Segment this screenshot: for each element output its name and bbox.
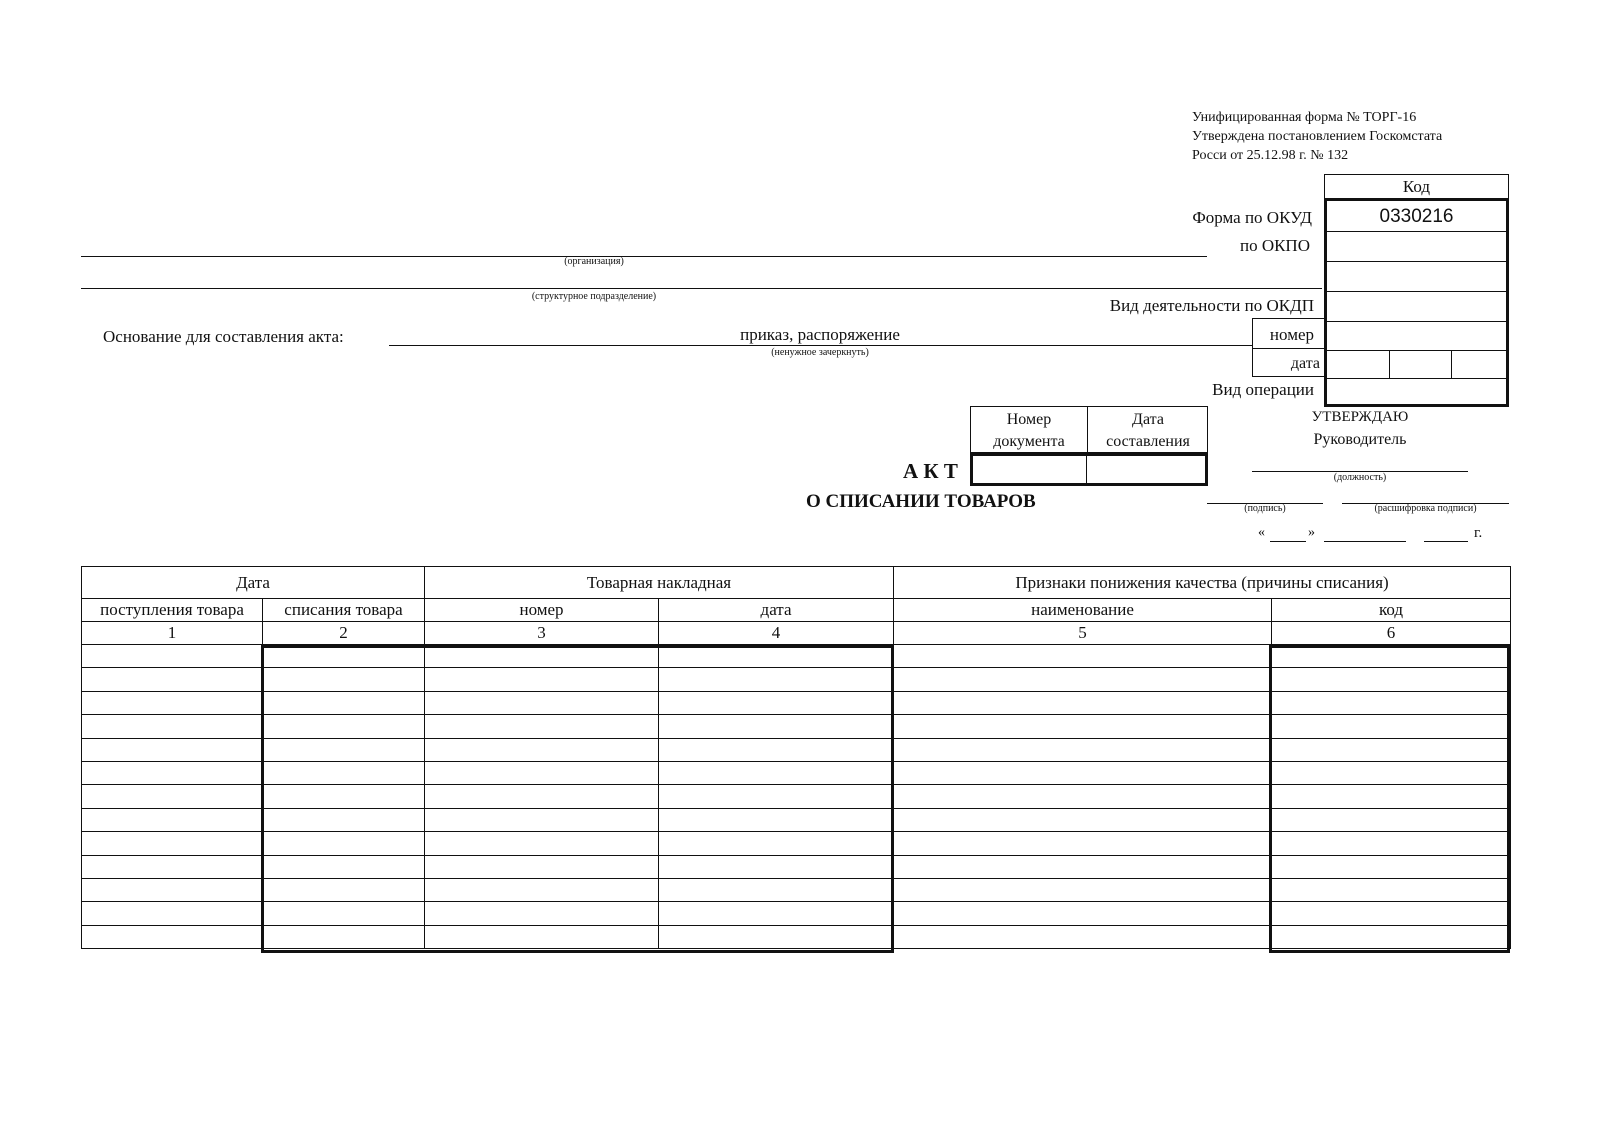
table-cell[interactable] [1272, 902, 1511, 925]
table-row [82, 691, 1511, 714]
table-cell[interactable] [263, 738, 425, 761]
table-cell[interactable] [82, 645, 263, 668]
table-cell[interactable] [425, 902, 659, 925]
table-cell[interactable] [82, 668, 263, 691]
division-field[interactable] [81, 288, 1322, 289]
table-cell[interactable] [659, 691, 894, 714]
table-cell[interactable] [659, 855, 894, 878]
form-approval: Утверждена постановлением Госкомстата [1192, 129, 1443, 144]
table-cell[interactable] [659, 878, 894, 901]
month-field[interactable] [1324, 541, 1406, 542]
col-receipt-date: поступления товара [82, 599, 263, 622]
table-row [82, 808, 1511, 831]
okpo-label: по ОКПО [1239, 236, 1310, 255]
table-cell[interactable] [263, 785, 425, 808]
table-cell[interactable] [894, 785, 1272, 808]
position-caption: (должность) [1333, 472, 1387, 483]
table-row [82, 832, 1511, 855]
table-cell[interactable] [1272, 738, 1511, 761]
table-cell[interactable] [425, 761, 659, 784]
table-cell[interactable] [263, 761, 425, 784]
doc-date-field[interactable] [1088, 456, 1205, 483]
table-row [82, 902, 1511, 925]
col-invoice-date: дата [659, 599, 894, 622]
table-cell[interactable] [659, 925, 894, 948]
form-approval-date: Росси от 25.12.98 г. № 132 [1192, 148, 1349, 163]
number-label: номер [1269, 325, 1314, 344]
table-cell[interactable] [425, 738, 659, 761]
table-cell[interactable] [263, 668, 425, 691]
table-cell[interactable] [82, 878, 263, 901]
table-cell[interactable] [1272, 645, 1511, 668]
table-row [82, 715, 1511, 738]
group-invoice-header: Товарная накладная [425, 567, 894, 599]
table-cell[interactable] [1272, 785, 1511, 808]
table-cell[interactable] [894, 808, 1272, 831]
basis-field[interactable] [389, 345, 1253, 346]
table-cell[interactable] [659, 808, 894, 831]
year-suffix: г. [1474, 525, 1483, 541]
year-field[interactable] [1424, 541, 1468, 542]
table-cell[interactable] [425, 715, 659, 738]
col-number-6: 6 [1272, 622, 1511, 645]
table-cell[interactable] [659, 785, 894, 808]
act-subtitle: О СПИСАНИИ ТОВАРОВ [806, 491, 1036, 512]
operation-label: Вид операции [1212, 380, 1314, 399]
okud-label: Форма по ОКУД [1192, 208, 1312, 227]
table-cell[interactable] [425, 785, 659, 808]
table-cell[interactable] [82, 761, 263, 784]
basis-caption: (ненужное зачеркнуть) [771, 347, 869, 358]
col-number-4: 4 [659, 622, 894, 645]
form-name: Унифицированная форма № ТОРГ-16 [1192, 110, 1417, 125]
col-number-2: 2 [263, 622, 425, 645]
table-cell[interactable] [1272, 855, 1511, 878]
quote-close: » [1308, 525, 1315, 540]
table-cell[interactable] [425, 668, 659, 691]
table-row [82, 761, 1511, 784]
table-cell[interactable] [82, 855, 263, 878]
table-cell[interactable] [894, 925, 1272, 948]
table-row [82, 878, 1511, 901]
table-cell[interactable] [1272, 715, 1511, 738]
col-number-5: 5 [894, 622, 1272, 645]
table-cell[interactable] [263, 902, 425, 925]
table-cell[interactable] [894, 878, 1272, 901]
table-row [82, 785, 1511, 808]
writeoff-table [81, 566, 1511, 949]
table-cell[interactable] [659, 832, 894, 855]
table-cell[interactable] [659, 738, 894, 761]
table-cell[interactable] [1272, 691, 1511, 714]
table-cell[interactable] [1272, 668, 1511, 691]
table-cell[interactable] [263, 832, 425, 855]
table-cell[interactable] [894, 855, 1272, 878]
basis-value: приказ, распоряжение [740, 325, 900, 344]
table-cell[interactable] [1272, 808, 1511, 831]
col-number-3: 3 [425, 622, 659, 645]
organization-caption: (организация) [564, 256, 624, 267]
document-number-date-box [970, 406, 1208, 486]
table-cell[interactable] [263, 878, 425, 901]
table-cell[interactable] [82, 785, 263, 808]
table-cell[interactable] [425, 645, 659, 668]
table-cell[interactable] [425, 878, 659, 901]
table-cell[interactable] [1272, 832, 1511, 855]
doc-number-header-2: документа [993, 433, 1065, 450]
col-reason-name: наименование [894, 599, 1272, 622]
doc-number-field[interactable] [973, 456, 1086, 483]
code-box [1324, 198, 1509, 407]
doc-date-header-1: Дата [1132, 411, 1164, 428]
day-field[interactable] [1270, 541, 1306, 542]
table-cell[interactable] [894, 902, 1272, 925]
table-cell[interactable] [894, 691, 1272, 714]
okud-code-value[interactable]: 0330216 [1379, 206, 1454, 227]
table-cell[interactable] [82, 832, 263, 855]
table-cell[interactable] [82, 808, 263, 831]
basis-label: Основание для составления акта: [103, 327, 344, 346]
table-cell[interactable] [263, 715, 425, 738]
table-cell[interactable] [894, 761, 1272, 784]
table-cell[interactable] [659, 761, 894, 784]
table-cell[interactable] [425, 832, 659, 855]
table-cell[interactable] [263, 855, 425, 878]
approve-label: УТВЕРЖДАЮ [1311, 409, 1409, 425]
table-cell[interactable] [894, 715, 1272, 738]
table-cell[interactable] [82, 715, 263, 738]
col-reason-code: код [1272, 599, 1511, 622]
table-cell[interactable] [659, 645, 894, 668]
table-row [82, 668, 1511, 691]
table-cell[interactable] [425, 691, 659, 714]
doc-number-header-1: Номер [1006, 411, 1052, 428]
table-cell[interactable] [659, 902, 894, 925]
doc-date-header-2: составления [1106, 433, 1190, 450]
table-row [82, 855, 1511, 878]
signature-caption: (подпись) [1244, 503, 1286, 514]
table-cell[interactable] [263, 691, 425, 714]
head-label: Руководитель [1313, 431, 1407, 448]
table-cell[interactable] [263, 925, 425, 948]
table-cell[interactable] [82, 691, 263, 714]
table-cell[interactable] [82, 738, 263, 761]
table-cell[interactable] [894, 668, 1272, 691]
table-cell[interactable] [1272, 878, 1511, 901]
table-cell[interactable] [894, 832, 1272, 855]
table-cell[interactable] [425, 925, 659, 948]
act-title: А К Т [903, 459, 958, 483]
table-cell[interactable] [82, 925, 263, 948]
group-date-header: Дата [82, 567, 425, 599]
code-header: Код [1324, 174, 1509, 199]
table-cell[interactable] [263, 645, 425, 668]
decoding-caption: (расшифровка подписи) [1374, 503, 1477, 514]
table-cell[interactable] [659, 715, 894, 738]
table-cell[interactable] [894, 738, 1272, 761]
table-cell[interactable] [425, 808, 659, 831]
col-invoice-number: номер [425, 599, 659, 622]
table-row [82, 925, 1511, 948]
table-cell[interactable] [659, 668, 894, 691]
col-number-1: 1 [82, 622, 263, 645]
table-row [82, 738, 1511, 761]
group-quality-header: Признаки понижения качества (причины списания) [894, 567, 1511, 599]
table-cell[interactable] [425, 855, 659, 878]
table-cell[interactable] [82, 902, 263, 925]
division-caption: (структурное подразделение) [531, 291, 657, 302]
okdp-label: Вид деятельности по ОКДП [1109, 296, 1314, 315]
table-cell[interactable] [894, 645, 1272, 668]
table-cell[interactable] [263, 808, 425, 831]
table-row [82, 645, 1511, 668]
table-cell[interactable] [1272, 925, 1511, 948]
date-label: дата [1290, 355, 1320, 372]
table-cell[interactable] [1272, 761, 1511, 784]
col-writeoff-date: списания товара [263, 599, 425, 622]
quote-open: « [1258, 525, 1265, 540]
